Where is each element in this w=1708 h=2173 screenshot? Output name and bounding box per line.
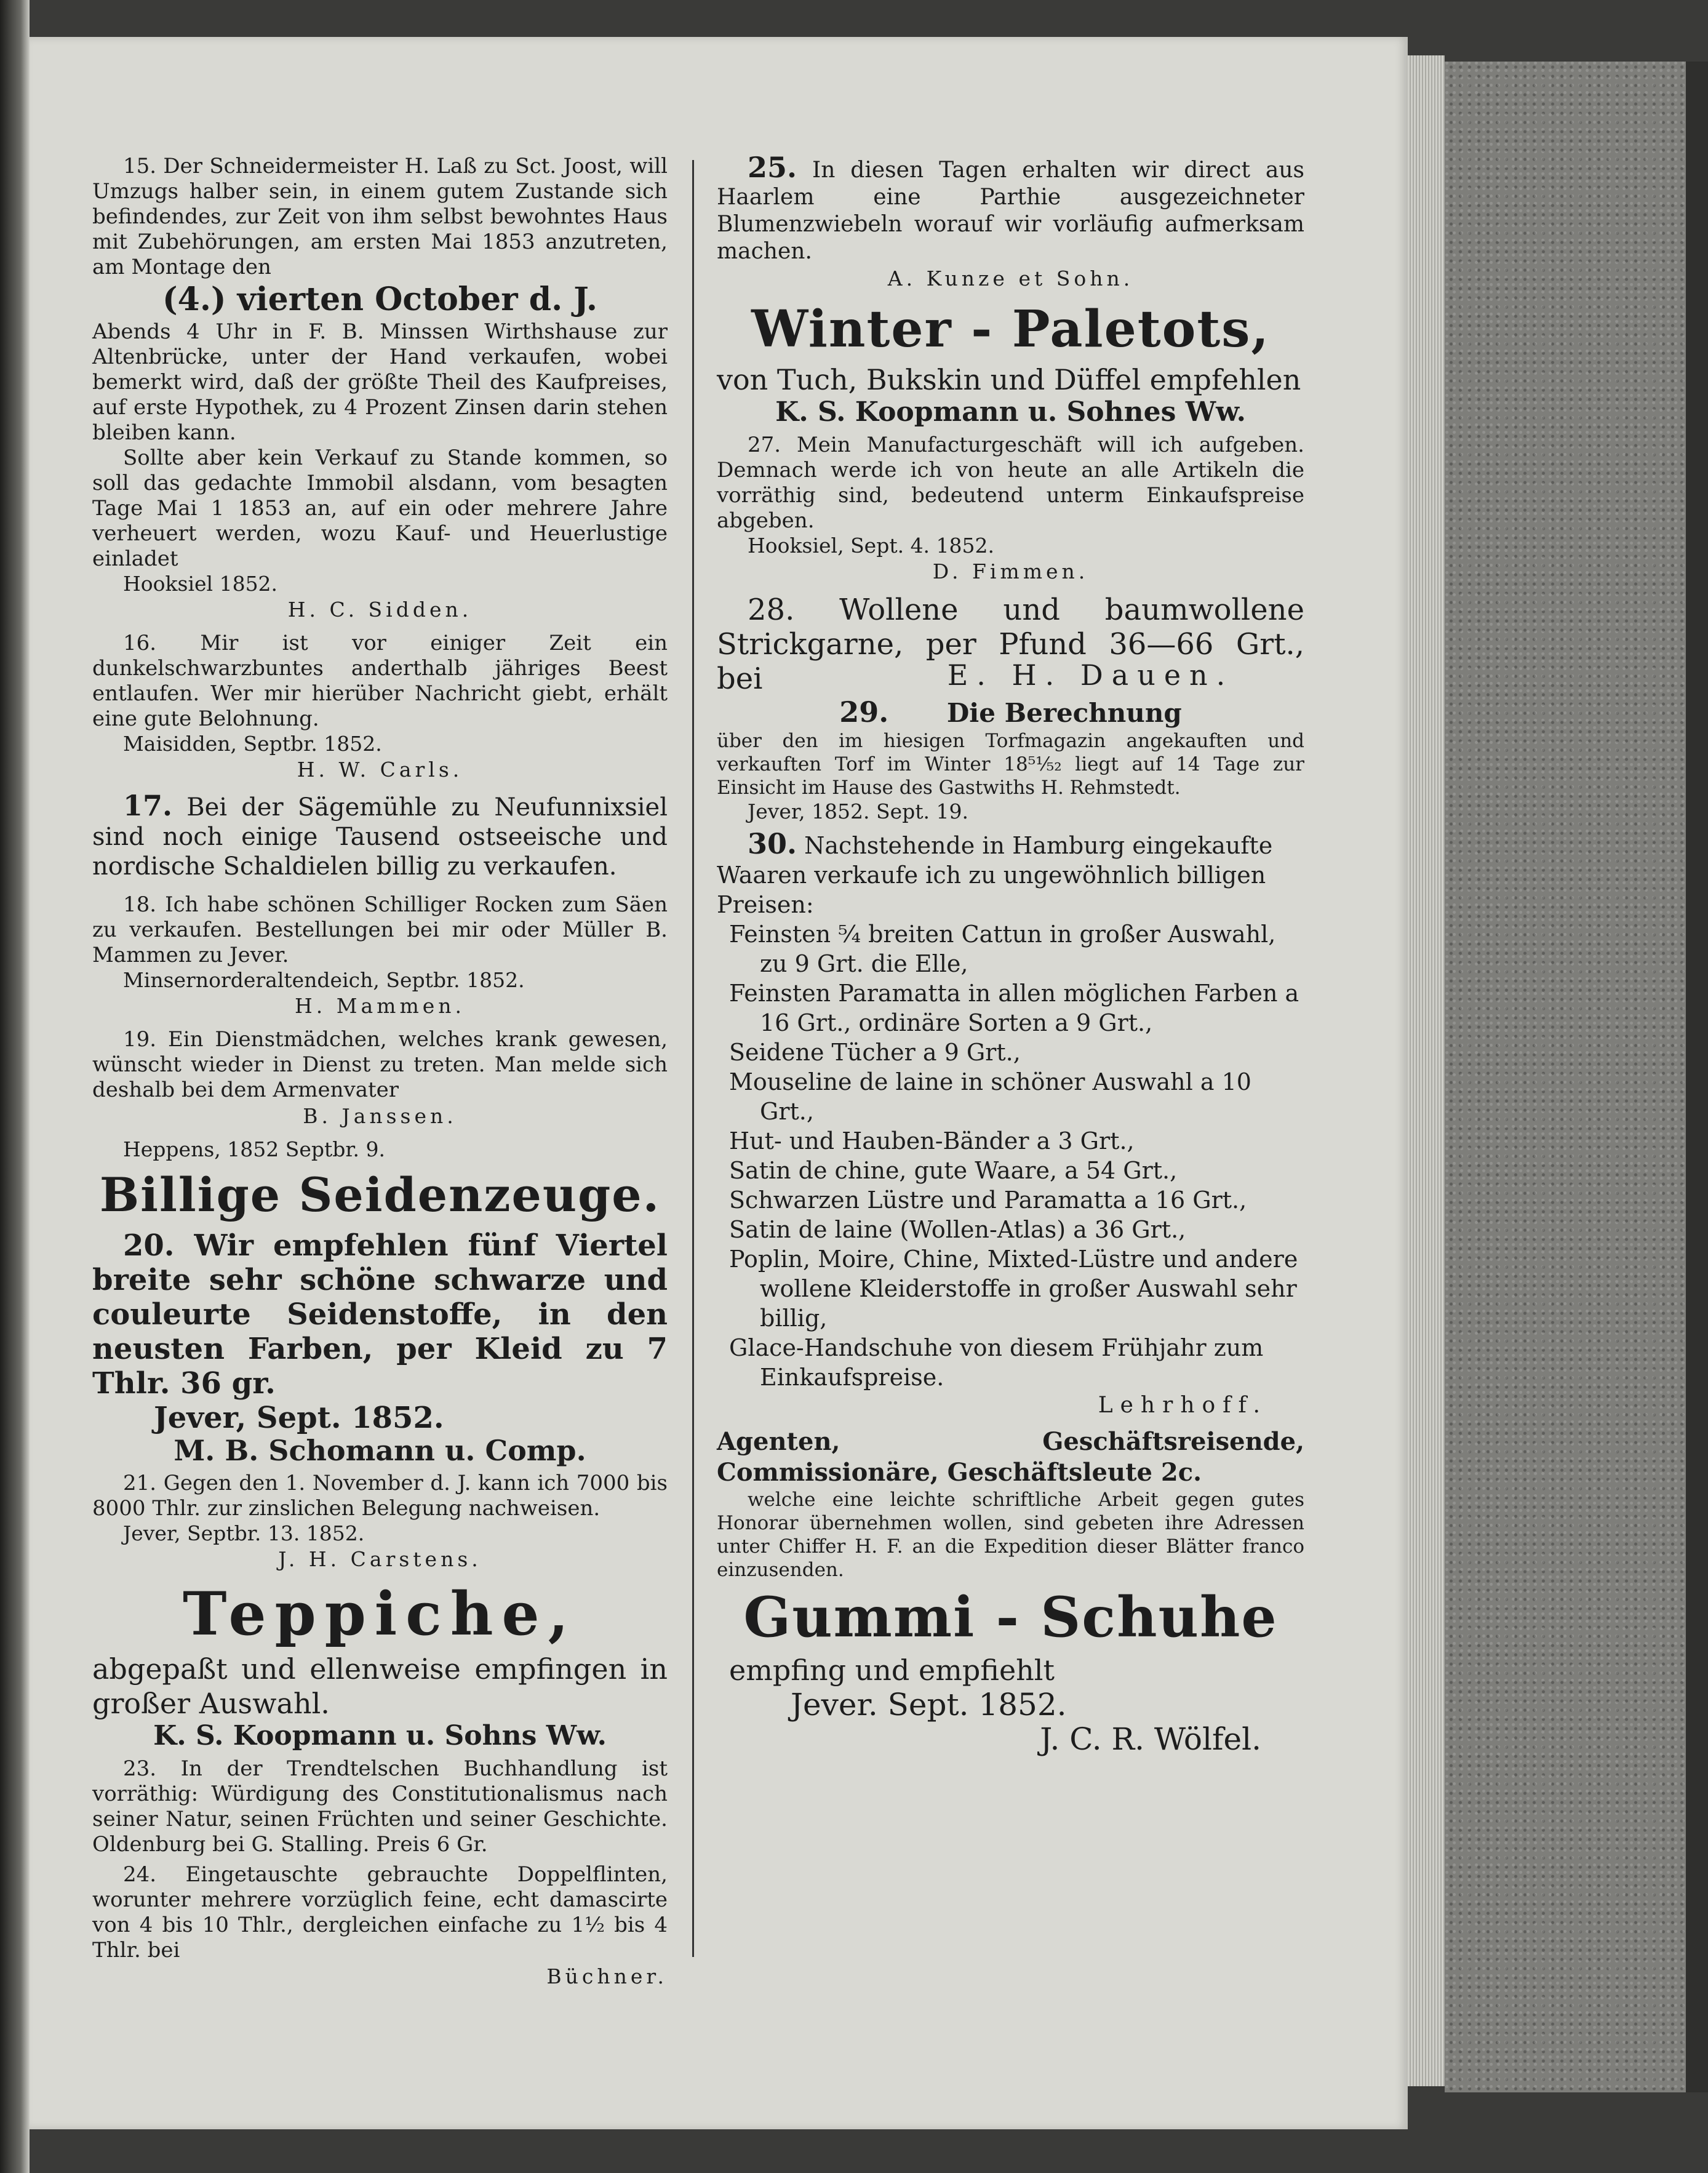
right-column [717,151,1304,1757]
ad-gummi-signature: J. C. R. Wölfel. [1040,1721,1261,1757]
ad-23 [92,1756,668,1857]
list-item: Seidene Tücher a 9 Grt., [729,1039,1021,1066]
ad-23-text: 23. In der Trendtelschen Buchhandlung ist vorräthig: Würdigung des Constitutionalismus nach seiner Natur, seinen Früchten und seiner Geschichte. Oldenburg bei G. Stalling. Preis 6 Gr. [92,1756,668,1857]
ad-30-signature: Lehrhoff. [1098,1393,1267,1418]
ad-15-text: 15. Der Schneidermeister H. Laß zu Sct. Joost, will Umzugs halber sein, in einem gutem Zustande sich befindendes, zur Zeit von ihm selbst bewohntes Haus mit Zubehörungen, am ersten Mai 1853 anzutreten, am Montage den [92,154,668,279]
ad-19-signature: B. Janssen. [303,1104,457,1128]
cover-edge [1686,62,1708,2092]
ad-29-number: 29. [839,695,889,729]
list-item: Feinsten Paramatta in allen möglichen Farben a 16 Grt., ordinäre Sorten a 9 Grt., [729,980,1299,1036]
list-item: Schwarzen Lüstre und Paramatta a 16 Grt., [729,1187,1247,1214]
ad-18-signature: H. Mammen. [294,994,466,1018]
ad-21-text: 21. Gegen den 1. November d. J. kann ich 7000 bis 8000 Thlr. zur zinslichen Belegung nachweisen. [92,1471,668,1521]
list-item: Hut- und Hauben-Bänder a 3 Grt., [729,1127,1135,1155]
ad-15-text3: Sollte aber kein Verkauf zu Stande kommen, so soll das gedachte Immobil alsdann, vom besagten Tage Mai 1 1853 an, auf ein oder mehrere Jahre verheuert werden, wozu Kauf- und Heuerlustige einladet [92,446,668,571]
ad-19-text: 19. Ein Dienstmädchen, welches krank gewesen, wünscht wieder in Dienst zu treten. Man melde sich deshalb bei dem Armenvater [92,1027,668,1102]
ad-30 [717,829,1304,1418]
ad-26-text: von Tuch, Bukskin und Düffel empfehlen [717,363,1301,396]
ad-27 [717,433,1304,584]
list-item: Poplin, Moire, Chine, Mixted-Lüstre und andere wollene Kleiderstoffe in großer Auswahl sehr billig, [729,1246,1298,1332]
ad-21 [92,1471,668,1572]
ad-gummi-place: Jever. Sept. 1852. [791,1687,1067,1723]
ad-20-text: 20. Wir empfehlen fünf Viertel breite sehr schöne schwarze und coulеurte Seidenstoffe, in den neusten Farben, per Kleid zu 7 Thlr. 36 gr. [92,1228,668,1401]
book-spine-edge [0,0,30,2173]
page-stack-edge [1408,55,1445,2086]
ad-29-headline: Die Berechnung [946,698,1182,728]
ad-25 [717,151,1304,291]
ad-17 [92,791,668,881]
left-column [92,154,668,1998]
ad-30-intro: Nachstehende in Hamburg eingekaufte Waaren verkaufe ich zu ungewöhnlich billigen Preisen: [717,832,1273,918]
ad-25-signature: A. Kunze et Sohn. [887,266,1134,290]
ad-16 [92,631,668,782]
ad-24 [92,1862,668,1989]
ad-gummi [717,1585,1304,1756]
ad-19-place: Heppens, 1852 Septbr. 9. [123,1137,385,1161]
ad-25-text: In diesen Tagen erhalten wir direct aus Haarlem eine Parthie ausgezeichneter Blumenzwiebeln worauf wir vorläufig aufmerksam machen. [717,158,1304,264]
ad-gummi-headline: Gummi - Schuhe [743,1585,1278,1650]
ad-28 [717,593,1304,696]
ad-15 [92,154,668,622]
list-item: Glace-Handschuhe von diesem Frühjahr zum Einkaufspreise. [729,1334,1264,1391]
list-item: Satin de laine (Wollen-Atlas) a 36 Grt., [729,1216,1186,1243]
ad-agents-headline: Agenten, Geschäftsreisende, Commissionäre, Geschäftsleute 2c. [717,1427,1304,1487]
ad-24-signature: Büchner. [546,1964,668,1988]
ad-15-signature: H. C. Sidden. [287,598,473,622]
ad-27-text: 27. Mein Manufacturgeschäft will ich aufgeben. Demnach werde ich von heute an alle Artikeln die vorräthig sind, bedeutend unterm Einkaufspreise abgeben. [717,433,1304,533]
ad-28-text: 28. Wollene und baumwollene Strickgarne, per Pfund 36—66 Grt., bei [717,593,1304,696]
list-item: Mouseline de laine in schöner Auswahl a 10 Grt., [729,1068,1251,1125]
ad-30-number: 30. [748,827,797,860]
ad-16-signature: H. W. Carls. [297,758,463,782]
ad-16-text: 16. Mir ist vor einiger Zeit ein dunkelschwarzbuntes anderthalb jähriges Beest entlaufen. Wer mir hierüber Nachricht giebt, erhält eine gute Belohnung. [92,631,668,731]
ad-22-signature: K. S. Koopmann u. Sohns Ww. [153,1720,607,1751]
ad-26-headline: Winter - Paletots, [751,300,1270,359]
ad-19 [92,1027,668,1162]
ad-gummi-text: empfing und empfiehlt [729,1654,1055,1687]
ad-17-text: Bei der Sägemühle zu Neufunnixsiel sind noch einige Tausend ostseeische und nordische Schaldielen billig zu verkaufen. [92,793,668,881]
list-item: Satin de chine, gute Waare, a 54 Grt., [729,1157,1178,1184]
ad-20-signature: M. B. Schomann u. Comp. [174,1434,586,1467]
ad-29-place: Jever, 1852. Sept. 19. [748,799,969,823]
ad-27-place: Hooksiel, Sept. 4. 1852. [748,534,995,558]
ad-18-place: Minsernorderaltendeich, Septbr. 1852. [123,968,525,992]
ad-18 [92,892,668,1018]
ad-17-number: 17. [123,789,173,822]
ad-22-text: abgepaßt und ellenweise empfingen in großer Auswahl. [92,1652,668,1720]
ad-18-text: 18. Ich habe schönen Schilliger Rocken zum Säen zu verkaufen. Bestellungen bei mir oder Müller B. Mammen zu Jever. [92,892,668,967]
ad-22 [92,1580,668,1751]
ad-agents-text: welche eine leichte schriftliche Arbeit gegen gutes Honorar übernehmen wollen, sind gebeten ihre Adressen unter Chiffer H. F. an die Expedition dieser Blätter franco einzusenden. [717,1489,1304,1581]
ad-29 [717,696,1304,824]
column-divider [692,160,694,1957]
ad-22-headline: Teppiche, [183,1579,577,1649]
ad-25-number: 25. [748,151,797,184]
ad-15-place: Hooksiel 1852. [123,572,278,596]
ad-15-text2: Abends 4 Uhr in F. B. Minssen Wirthshause zur Altenbrücke, unter der Hand verkaufen, wobei bemerkt wird, daß der größte Theil des Kaufpreises, auf erste Hypothek, zu 4 Prozent Zinsen darin stehen bleiben kann. [92,319,668,445]
ad-21-place: Jever, Septbr. 13. 1852. [123,1521,365,1545]
ad-26-signature: K. S. Koopmann u. Sohnes Ww. [775,396,1246,428]
ad-15-date-headline: (4.) vierten October d. J. [162,281,597,318]
ad-16-place: Maisidden, Septbr. 1852. [123,732,382,756]
list-item: Feinsten ⁵⁄₄ breiten Cattun in großer Auswahl, zu 9 Grt. die Elle, [729,921,1276,977]
book-cover [1445,62,1691,2092]
ad-21-signature: J. H. Carstens. [278,1547,482,1571]
ad-26 [717,300,1304,428]
ad-27-signature: D. Fimmen. [932,559,1089,583]
ad-20-place: Jever, Sept. 1852. [154,1401,444,1435]
ad-30-item-list [717,919,1304,1392]
ad-20-headline: Billige Seidenzeuge. [99,1167,661,1222]
ad-20 [92,1166,668,1466]
ad-agents [717,1427,1304,1582]
ad-28-signature: E. H. Dauen. [947,658,1234,692]
ad-24-text: 24. Eingetauschte gebrauchte Doppelflinten, worunter mehrere vorzüglich feine, echt damascirte von 4 bis 10 Thlr., dergleichen einfache zu 1½ bis 4 Thlr. bei [92,1862,668,1963]
ad-29-text: über den im hiesigen Torfmagazin angekauften und verkauften Torf im Winter 18⁵¹⁄₅₂ liegt auf 14 Tage zur Einsicht im Hause des Gastwiths H. Rehmstedt. [717,730,1304,799]
